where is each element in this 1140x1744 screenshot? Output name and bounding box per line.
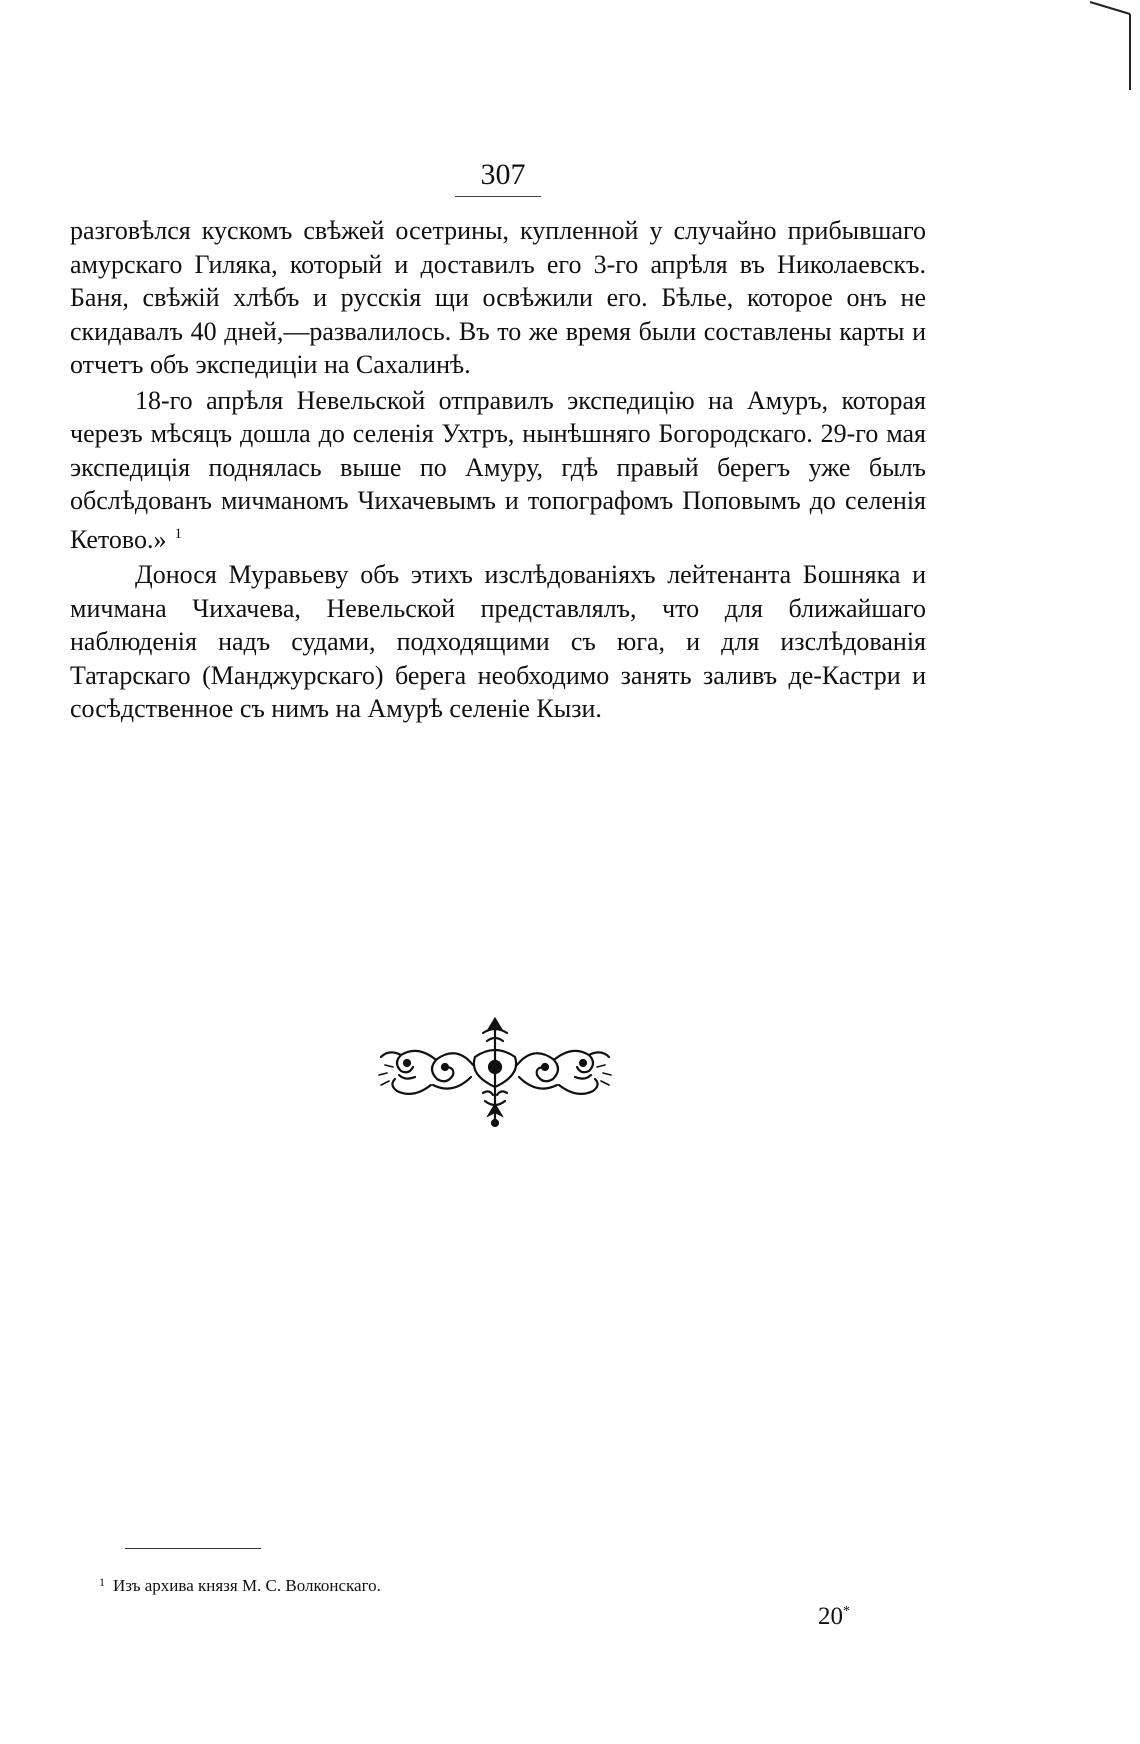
body-text [70,214,926,726]
paragraph-3: Донося Муравьеву объ этихъ изслѣдованіяхъ лейтенанта Бошняка и мичмана Чихачева, Невельской представлялъ, что для ближайшаго наблюденія надъ судами, подходящими съ юга, и для изслѣдованія Татарскаго (Манджурскаго) берега необходимо занять заливъ де-Кастри и сосѣдственное съ нимъ на Амурѣ селеніе Кызи. [70,560,926,723]
floral-vignette-icon [375,1015,615,1130]
printer-signature [818,1597,850,1632]
footnote-reference[interactable]: 1 [174,525,183,542]
paragraph-2-text: 18-го апрѣля Невельской отправилъ экспедицію на Амуръ, которая черезъ мѣсяцъ дошла до селенія Ухтръ, нынѣшняго Богородскаго. 29-го мая экспедиція поднялась выше по Амуру, гдѣ правый берегъ уже былъ обслѣдованъ мичманомъ Чихачевымъ и топографомъ Поповымъ до селенія Кетово.» [70,385,926,554]
signature-number: 20 [818,1603,843,1630]
page-number-rule [455,196,541,197]
footnote-text: Изъ архива князя М. С. Волконскаго. [113,1576,381,1595]
footnote-rule [125,1548,261,1549]
paragraph-1: разговѣлся кускомъ свѣжей осетрины, купленной у случайно прибывшаго амурскаго Гиляка, который и доставилъ его 3-го апрѣля въ Николаевскъ. Баня, свѣжій хлѣбъ и русскія щи освѣжили его. Бѣлье, которое онъ не скидавалъ 40 дней,—развалилось. Въ то же время были составлены карты и отчетъ объ экспедиціи на Сахалинѣ. [70,216,926,379]
signature-mark: * [843,1604,850,1619]
footnote-mark: 1 [99,1575,105,1589]
page-number: 307 [480,158,526,191]
page-edge-mark [1080,0,1140,100]
footnote [99,1572,381,1596]
paragraph-2 [70,384,926,557]
